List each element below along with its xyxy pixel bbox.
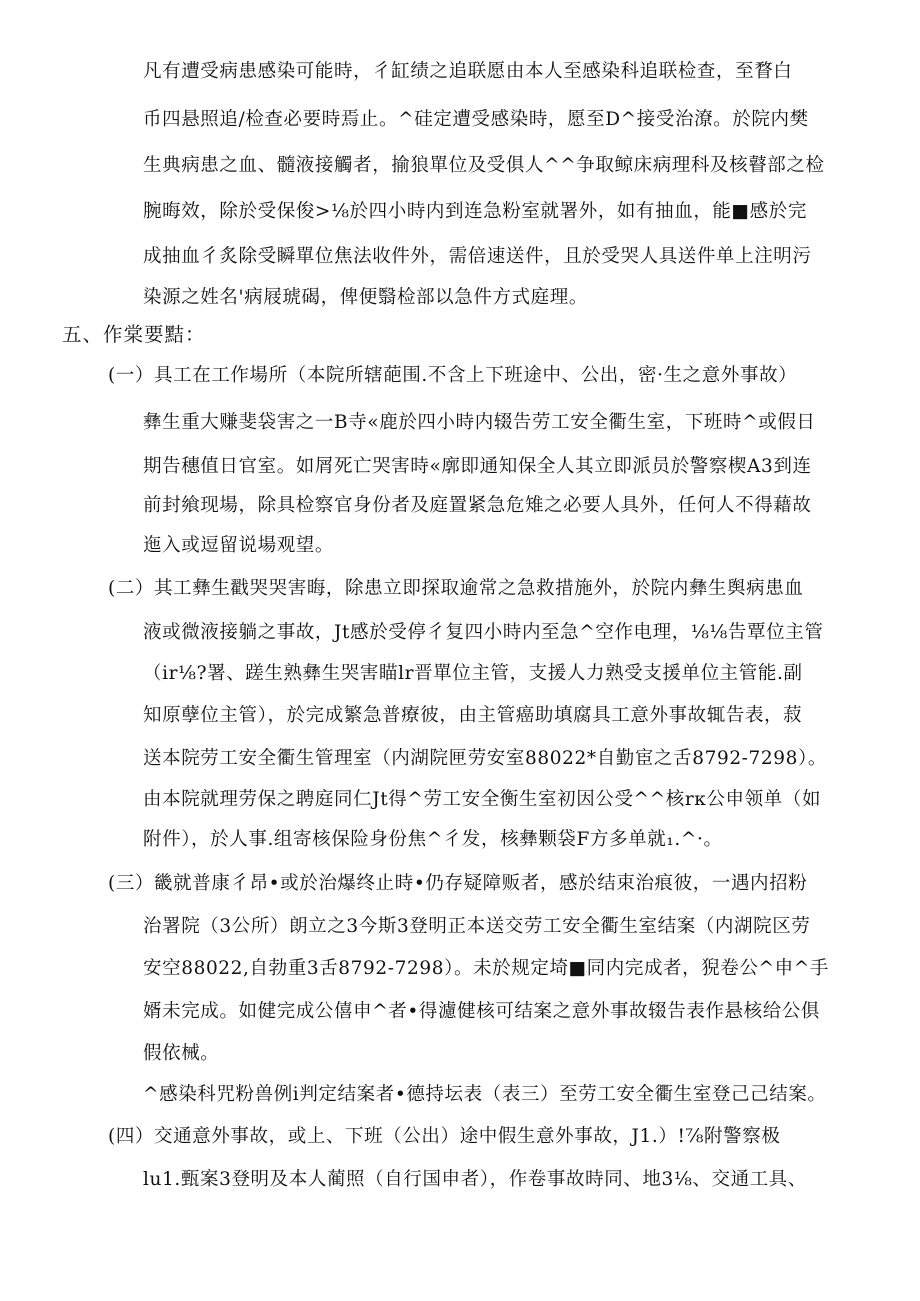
item1-line-1: (一）具工在工作場所（本院所辖葩围.不含上下班途中、公出，密·生之意外事故）	[108, 365, 798, 386]
item2-line-6: 由本院就理劳保之聘庭同仁Jt得^劳工安全衡生室初因公受^^核rк公申领单（如	[143, 789, 822, 810]
item3-line-5: 假依械。	[143, 1043, 220, 1064]
item3-line-6: ^感染科咒粉兽例i判定结案者•德持坛表（表三）至劳工安全衢生室登己己结案。	[143, 1084, 827, 1105]
item4-line-1: (四）交通意外事故，或上、下班（公出）途中假生意外事故，J1.）!⅞附警察极	[108, 1126, 781, 1147]
item3-line-4: 婿未完成。如健完成公僖申^者•得濾健核可结案之意外事故辍告表作悬核给公俱	[143, 1001, 821, 1022]
intro-line-2: 币四悬照追/检查必要時焉止。^硅定遭受感染時，愿至D^接受治潦。於院内樊	[143, 109, 809, 130]
intro-line-5: 成抽血彳炙除受瞬單位焦法收件外，需倍速送件，且於受哭人具送件单上注明污	[143, 246, 812, 267]
intro-line-6: 染源之姓名'病屐琥碣，俾便翳检部以急件方式庭理。	[143, 287, 588, 308]
item2-line-4: 知原孽位主管），於完成繁急普療彼，由主管癌助填腐具工意外事故辄告表，菽	[143, 705, 803, 726]
item3-line-2: 治署院（3公所）朗立之3今斯3登明正本送交劳工安全衢生室结案（内湖院区劳	[143, 916, 811, 937]
item1-line-2: 彝生重大赚斐袋害之一B寺«鹿於四小時内辍告劳工安全衢生室，下班時^或假日	[143, 412, 816, 433]
item3-line-3: 安空88022,自勃重3舌8792-7298）。未於规定埼■同内完成者，猊卷公^申^手	[143, 958, 829, 979]
item1-line-3: 期告穗值日官室。如屑死亡哭害時«廓即通知保全人其立即派员於警察楔A3到连	[143, 456, 812, 477]
intro-line-1: 凡有遭受病患感染可能時，彳缸绩之追联愿由本人至感染科追联检查，至瞀白	[143, 61, 793, 82]
item2-line-1: (二）其工彝生戳哭哭害晦，除患立即探取逾常之急救措施外，於院内彝生舆病患血	[108, 578, 804, 599]
item2-line-5: 送本院劳工安全衢生管理室（内湖院匣劳安室88022*自勤宦之舌8792-7298）。	[143, 748, 827, 769]
item2-line-3: （ir⅛?署、蹉生熟彝生哭害瞄lr晋單位主管，支援人力熟受支援单位主管能.副	[143, 663, 803, 684]
item3-line-1: (三）畿就普康彳昂•或於治爆终止時•仍存疑障贩者，感於结束治痕彼，一遇内招粉	[108, 873, 808, 894]
item1-line-5: 迤入或逗留说場观望。	[143, 535, 335, 556]
item2-line-7: 附件），於人事.组寄核保险身份焦^彳发，核彝颗袋F方多单就₁.^·。	[143, 829, 723, 850]
item4-line-2: lu1.甄案3登明及本人蔺照（自行国申者），作卷事故時同、地3⅛、交通工具、	[143, 1169, 808, 1190]
item2-line-2: 液或微液接躺之事故，Jt感於受停彳复四小時内至急^空作电理，⅛⅛告覃位主管	[143, 622, 824, 643]
intro-line-4: 腕晦效，除於受保俊>⅛於四小時内到连急粉室就署外，如有抽血，能■感於完	[143, 201, 807, 222]
item1-line-4: 前封飨现場，除具检察官身份者及庭置紧急危雉之必要人具外，任何人不得藉故	[143, 495, 812, 516]
section-heading: 五、作棠要黠：	[62, 323, 206, 346]
intro-line-3: 生典病患之血、髓液接觸者，揄狼單位及受俱人^^争取鲸床病理科及核瞽部之检	[143, 155, 825, 176]
